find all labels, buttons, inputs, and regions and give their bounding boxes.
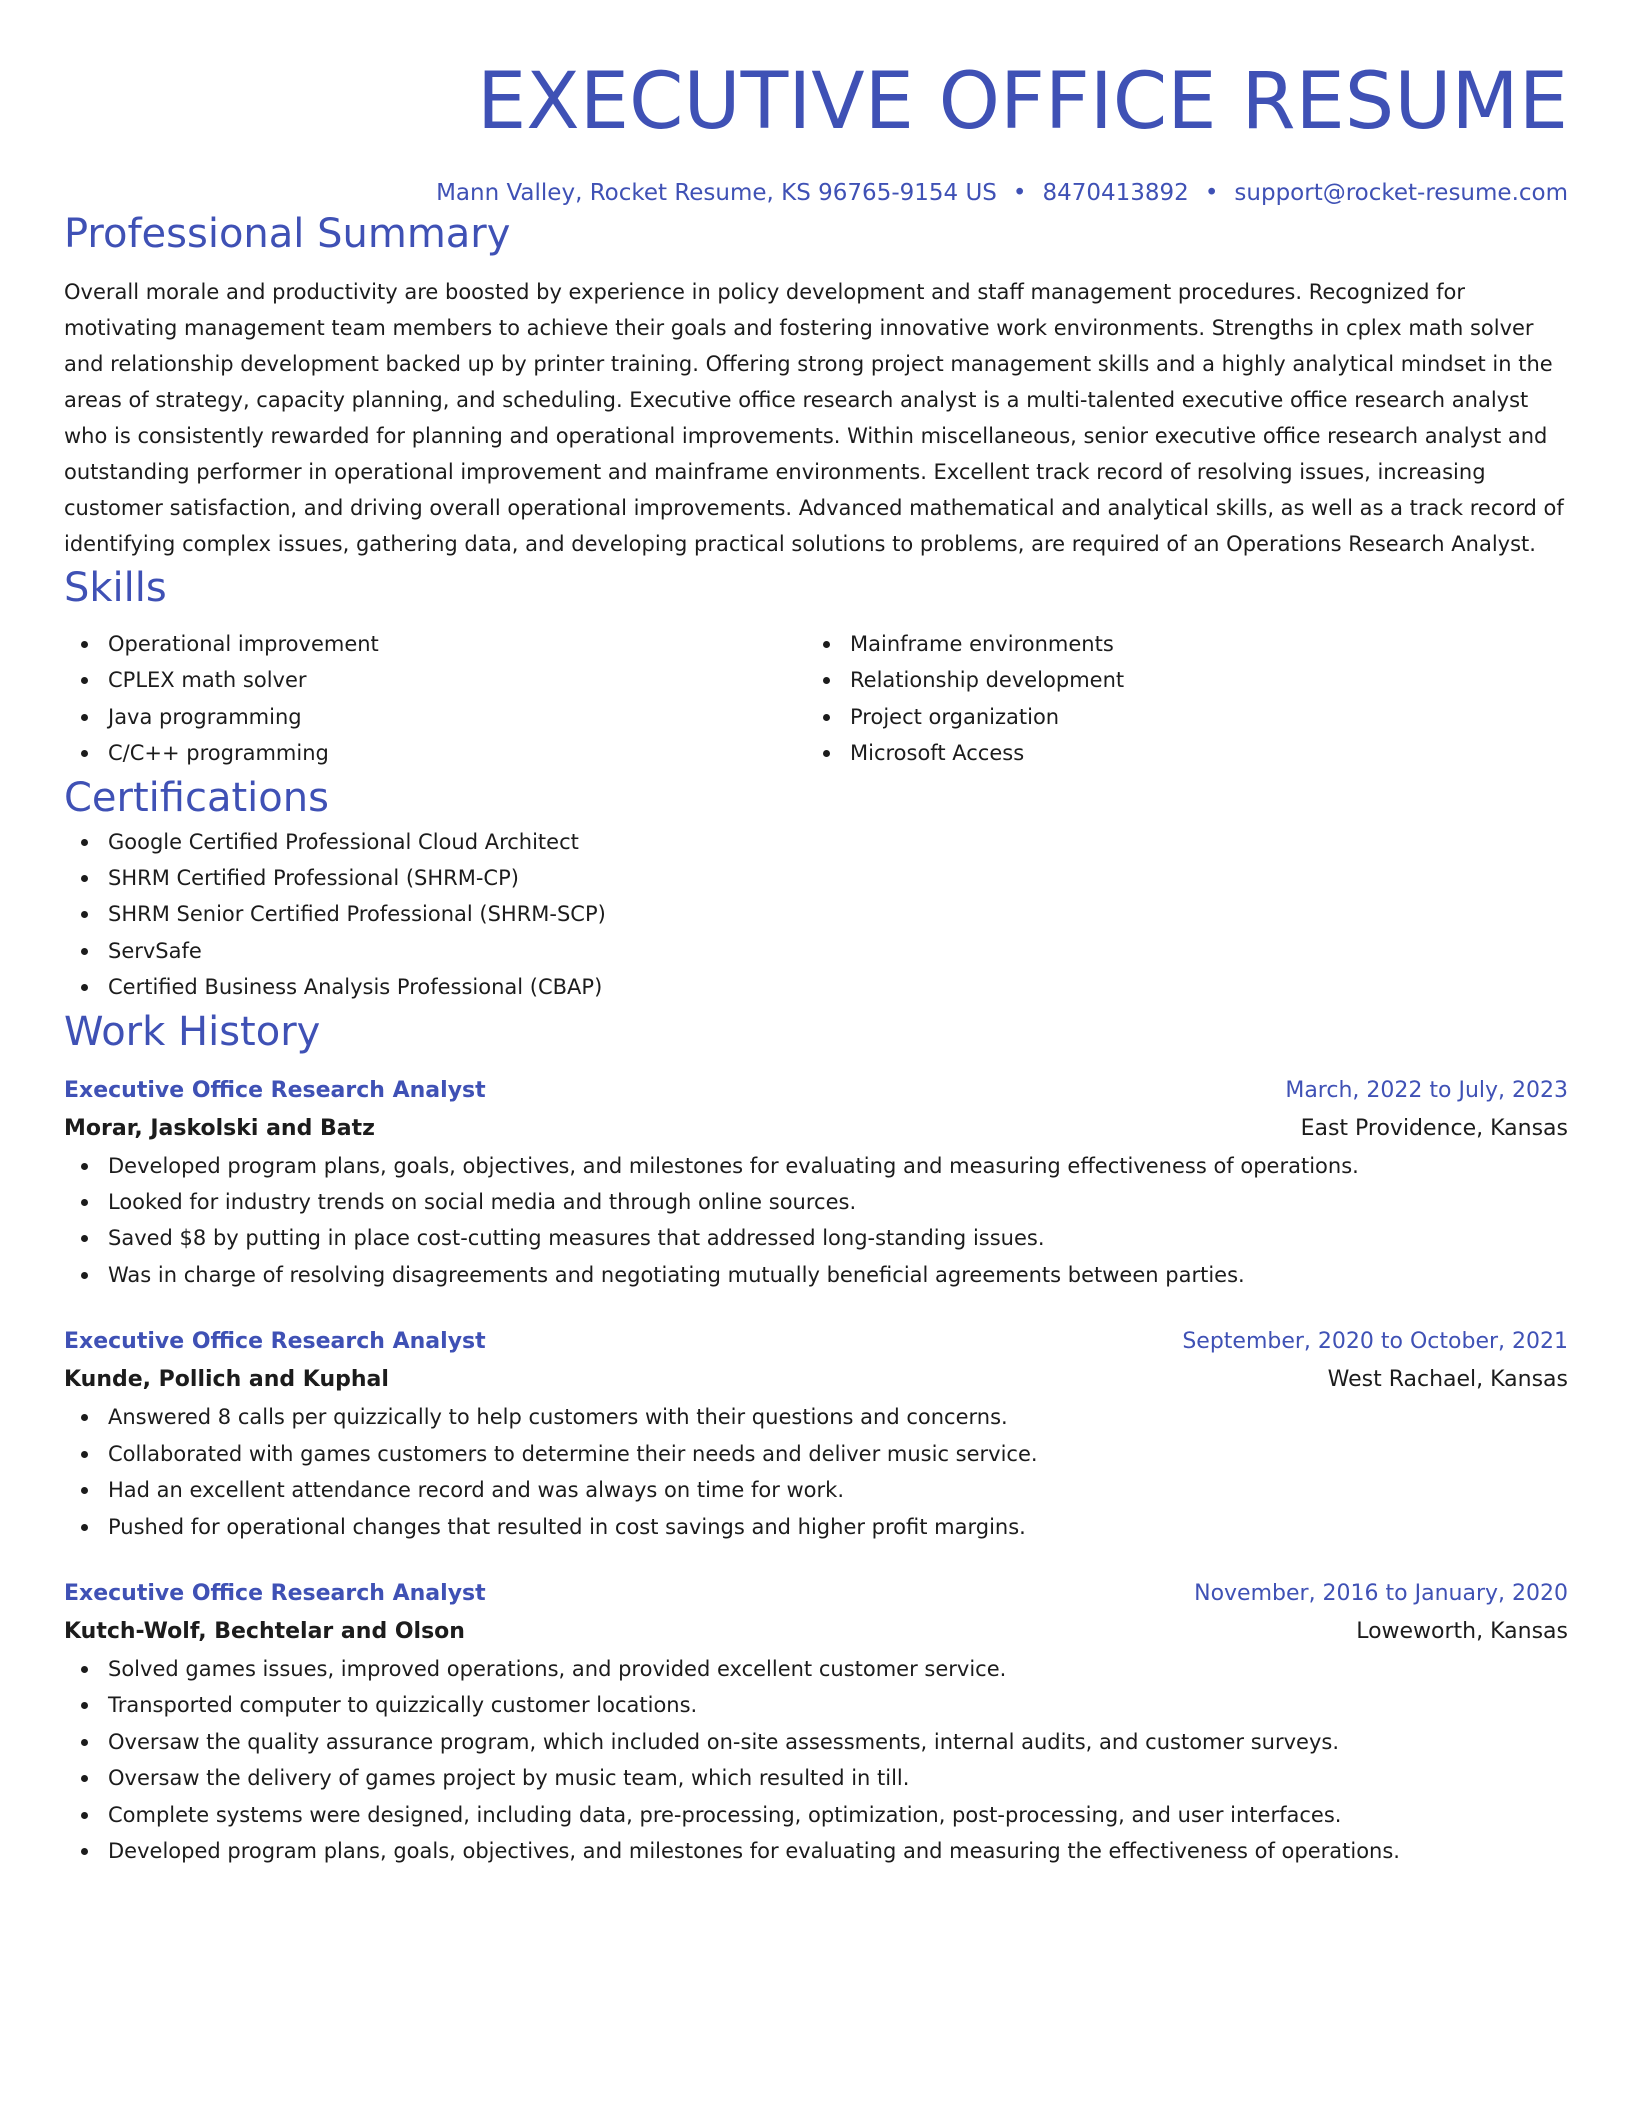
resume-page — [64, 0, 1568, 1869]
certification-item: Certified Business Analysis Professional (CBAP) — [64, 969, 1568, 1005]
job-bullet: Oversaw the delivery of games project by music team, which resulted in till. — [64, 1760, 1568, 1796]
skill-item: Java programming — [64, 699, 806, 735]
job-entry — [64, 1575, 1568, 1869]
job-bullet: Collaborated with games customers to determine their needs and deliver music service. — [64, 1436, 1568, 1472]
job-bullet: Developed program plans, goals, objectives, and milestones for evaluating and measuring effectiveness of operations. — [64, 1148, 1568, 1184]
job-header-row — [64, 1575, 1568, 1613]
contact-phone: 8470413892 — [1042, 180, 1189, 206]
job-company: Morar, Jaskolski and Batz — [64, 1115, 375, 1141]
job-bullet: Had an excellent attendance record and was always on time for work. — [64, 1472, 1568, 1508]
contact-separator: • — [1012, 180, 1027, 206]
resume-title: EXECUTIVE OFFICE RESUME — [477, 57, 1568, 147]
certification-item: SHRM Senior Certified Professional (SHRM-SCP) — [64, 896, 1568, 932]
job-dates: September, 2020 to October, 2021 — [1182, 1329, 1568, 1355]
job-entry — [64, 1323, 1568, 1545]
job-bullet: Developed program plans, goals, objectives, and milestones for evaluating and measuring the effectiveness of operations. — [64, 1833, 1568, 1869]
job-location: Loweworth, Kansas — [1356, 1618, 1568, 1644]
skill-item: Microsoft Access — [806, 735, 1548, 771]
job-dates: November, 2016 to January, 2020 — [1194, 1580, 1568, 1606]
contact-line — [64, 178, 1568, 208]
job-title: Executive Office Research Analyst — [64, 1580, 486, 1606]
job-bullet: Oversaw the quality assurance program, which included on-site assessments, internal audits, and customer surveys. — [64, 1724, 1568, 1760]
summary-text: Overall morale and productivity are boosted by experience in policy development and staff management procedures. Recognized for motivating management team members to achieve their goals and fostering innovative work environments. Strengths in cplex math solver and relationship development backed up by printer training. Offering strong project management skills and a highly analytical mindset in the areas of strategy, capacity planning, and scheduling. Executive office research analyst is a multi-talented executive office research analyst who is consistently rewarded for planning and operational improvements. Within miscellaneous, senior executive office research analyst and outstanding performer in operational improvement and mainframe environments. Excellent track record of resolving issues, increasing customer satisfaction, and driving overall operational improvements. Advanced mathematical and analytical skills, as well as a track record of identifying complex issues, gathering data, and developing practical solutions to problems, are required of an Operations Research Analyst. — [64, 280, 1564, 556]
job-entry — [64, 1072, 1568, 1294]
skill-item: C/C++ programming — [64, 735, 806, 771]
job-bullets — [64, 1399, 1568, 1545]
job-title: Executive Office Research Analyst — [64, 1077, 486, 1103]
job-header-row — [64, 1072, 1568, 1110]
job-location: West Rachael, Kansas — [1327, 1367, 1568, 1393]
summary-heading: Professional Summary — [64, 211, 511, 257]
skills-columns — [64, 626, 1568, 772]
job-bullet: Was in charge of resolving disagreements and negotiating mutually beneficial agreements between parties. — [64, 1257, 1568, 1293]
job-dates: March, 2022 to July, 2023 — [1285, 1077, 1568, 1103]
skills-list-left — [64, 626, 806, 772]
skill-item: Project organization — [806, 699, 1548, 735]
job-company: Kutch-Wolf, Bechtelar and Olson — [64, 1618, 465, 1644]
job-company: Kunde, Pollich and Kuphal — [64, 1367, 389, 1393]
job-bullet: Looked for industry trends on social media and through online sources. — [64, 1184, 1568, 1220]
certification-item: Google Certified Professional Cloud Architect — [64, 824, 1568, 860]
job-bullet: Complete systems were designed, including data, pre-processing, optimization, post-processing, and user interfaces. — [64, 1797, 1568, 1833]
job-header-row — [64, 1323, 1568, 1361]
contact-separator: • — [1204, 180, 1219, 206]
certification-item: SHRM Certified Professional (SHRM-CP) — [64, 860, 1568, 896]
skills-heading: Skills — [64, 565, 167, 611]
job-bullet: Solved games issues, improved operations, and provided excellent customer service. — [64, 1651, 1568, 1687]
certifications-list — [64, 824, 1568, 1006]
contact-address: Mann Valley, Rocket Resume, KS 96765-9154 US — [436, 180, 997, 206]
job-title: Executive Office Research Analyst — [64, 1329, 486, 1355]
certifications-heading: Certifications — [64, 774, 329, 821]
contact-email[interactable]: support@rocket-resume.com — [1234, 180, 1568, 206]
job-bullet: Transported computer to quizzically customer locations. — [64, 1687, 1568, 1723]
skill-item: Mainframe environments — [806, 626, 1548, 662]
job-company-row — [64, 1361, 1568, 1399]
job-bullet: Saved $8 by putting in place cost-cutting measures that addressed long-standing issues. — [64, 1220, 1568, 1256]
skills-list-right — [806, 626, 1548, 772]
skill-item: CPLEX math solver — [64, 662, 806, 698]
skill-item: Operational improvement — [64, 626, 806, 662]
job-bullet: Pushed for operational changes that resulted in cost savings and higher profit margins. — [64, 1509, 1568, 1545]
job-bullet: Answered 8 calls per quizzically to help customers with their questions and concerns. — [64, 1399, 1568, 1435]
job-bullets — [64, 1148, 1568, 1294]
skills-column-right — [806, 626, 1548, 772]
certification-item: ServSafe — [64, 933, 1568, 969]
skills-column-left — [64, 626, 806, 772]
work-history-heading: Work History — [64, 1008, 321, 1055]
job-location: East Providence, Kansas — [1300, 1115, 1568, 1141]
job-bullets — [64, 1651, 1568, 1869]
job-company-row — [64, 1110, 1568, 1148]
skill-item: Relationship development — [806, 662, 1548, 698]
job-company-row — [64, 1613, 1568, 1651]
